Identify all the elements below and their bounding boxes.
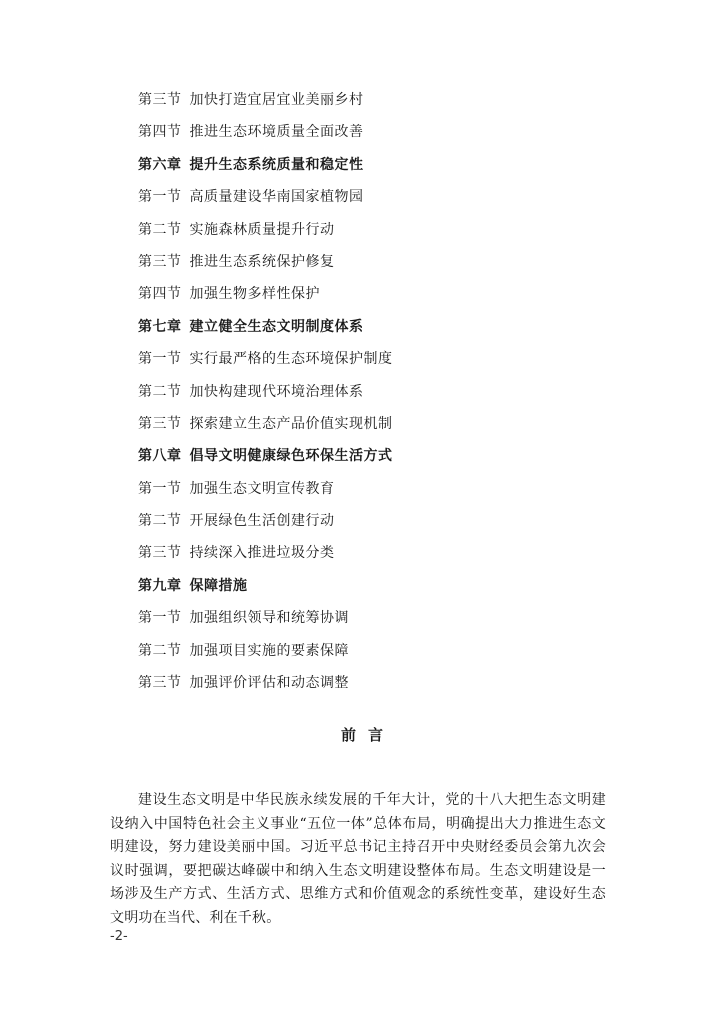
toc-entry-number: 第三节 (138, 415, 182, 432)
toc-entry-title: 加强生物多样性保护 (189, 286, 320, 303)
toc-entry-number: 第二节 (138, 221, 182, 238)
preface-paragraph: 建设生态文明是中华民族永续发展的千年大计，党的十八大把生态文明建设纳入中国特色社会主义事业“五位一体”总体布局，明确提出大力推进生态文明建设，努力建设美丽中国。习近平总书记主持召开中央财经委员会第九次会议时强调，要把碳达峰碳中和纳入生态文明建设整体布局。生态文明建设是一场涉及生产方式、生活方式、思维方式和价值观念的系统性变革，建设好生态文明功在当代、利在千秋。 (110, 792, 606, 926)
toc-entry-number: 第七章 (138, 318, 182, 335)
toc-entry-title: 加快构建现代环境治理体系 (189, 383, 364, 400)
toc-entry-title: 探索建立生态产品价值实现机制 (189, 415, 393, 432)
toc-entry-number: 第四节 (138, 124, 182, 141)
toc-entry-title: 持续深入推进垃圾分类 (189, 545, 335, 562)
toc-entry-title: 推进生态系统保护修复 (189, 253, 335, 270)
toc-chapter-entry (138, 574, 618, 606)
toc-entry-title: 加快打造宜居宜业美丽乡村 (189, 92, 364, 108)
toc-entry-number: 第六章 (138, 156, 182, 173)
section-heading-preface: 前言 (340, 726, 395, 744)
page-number: -2- (110, 929, 128, 944)
toc-entry-title: 加强生态文明宣传教育 (189, 480, 335, 497)
toc-entry-title: 加强项目实施的要素保障 (189, 642, 349, 659)
toc-entry-title: 实施森林质量提升行动 (189, 221, 335, 238)
toc-entry-number: 第四节 (138, 286, 182, 303)
toc-entry-number: 第八章 (138, 448, 182, 465)
toc-section-entry (138, 412, 618, 444)
toc-section-entry (138, 606, 618, 638)
toc-entry-title: 实行最严格的生态环境保护制度 (189, 351, 393, 368)
toc-entry-number: 第一节 (138, 480, 182, 497)
toc-entry-number: 第一节 (138, 189, 182, 206)
toc-section-entry (138, 671, 618, 703)
toc-section-entry (138, 250, 618, 282)
toc-section-entry (138, 639, 618, 671)
toc-entry-number: 第三节 (138, 92, 182, 108)
toc-entry-number: 第三节 (138, 545, 182, 562)
toc-section-entry (138, 88, 618, 120)
toc-entry-number: 第二节 (138, 383, 182, 400)
toc-section-entry (138, 477, 618, 509)
toc-section-entry (138, 185, 618, 217)
toc-entry-number: 第三节 (138, 675, 182, 692)
toc-section-entry (138, 347, 618, 379)
toc-entry-title: 推进生态环境质量全面改善 (189, 124, 364, 141)
toc-entry-title: 高质量建设华南国家植物园 (189, 189, 364, 206)
toc-section-entry (138, 509, 618, 541)
toc-section-entry (138, 282, 618, 314)
toc-section-entry (138, 120, 618, 152)
toc-entry-title: 加强组织领导和统筹协调 (189, 610, 349, 627)
toc-chapter-entry (138, 444, 618, 476)
toc-entry-number: 第一节 (138, 351, 182, 368)
toc-entry-title: 保障措施 (189, 577, 248, 594)
toc-section-entry (138, 380, 618, 412)
toc-entry-title: 提升生态系统质量和稳定性 (189, 156, 364, 173)
toc-entry-title: 开展绿色生活创建行动 (189, 513, 335, 530)
toc-section-entry (138, 541, 618, 573)
toc-entry-number: 第一节 (138, 610, 182, 627)
toc-entry-number: 第二节 (138, 642, 182, 659)
table-of-contents (138, 88, 618, 703)
toc-chapter-entry (138, 153, 618, 185)
toc-entry-number: 第九章 (138, 577, 182, 594)
toc-section-entry (138, 218, 618, 250)
toc-entry-title: 倡导文明健康绿色环保生活方式 (189, 448, 393, 465)
toc-entry-number: 第三节 (138, 253, 182, 270)
toc-entry-title: 建立健全生态文明制度体系 (189, 318, 364, 335)
toc-entry-number: 第二节 (138, 513, 182, 530)
toc-chapter-entry (138, 315, 618, 347)
toc-entry-title: 加强评价评估和动态调整 (189, 675, 349, 692)
